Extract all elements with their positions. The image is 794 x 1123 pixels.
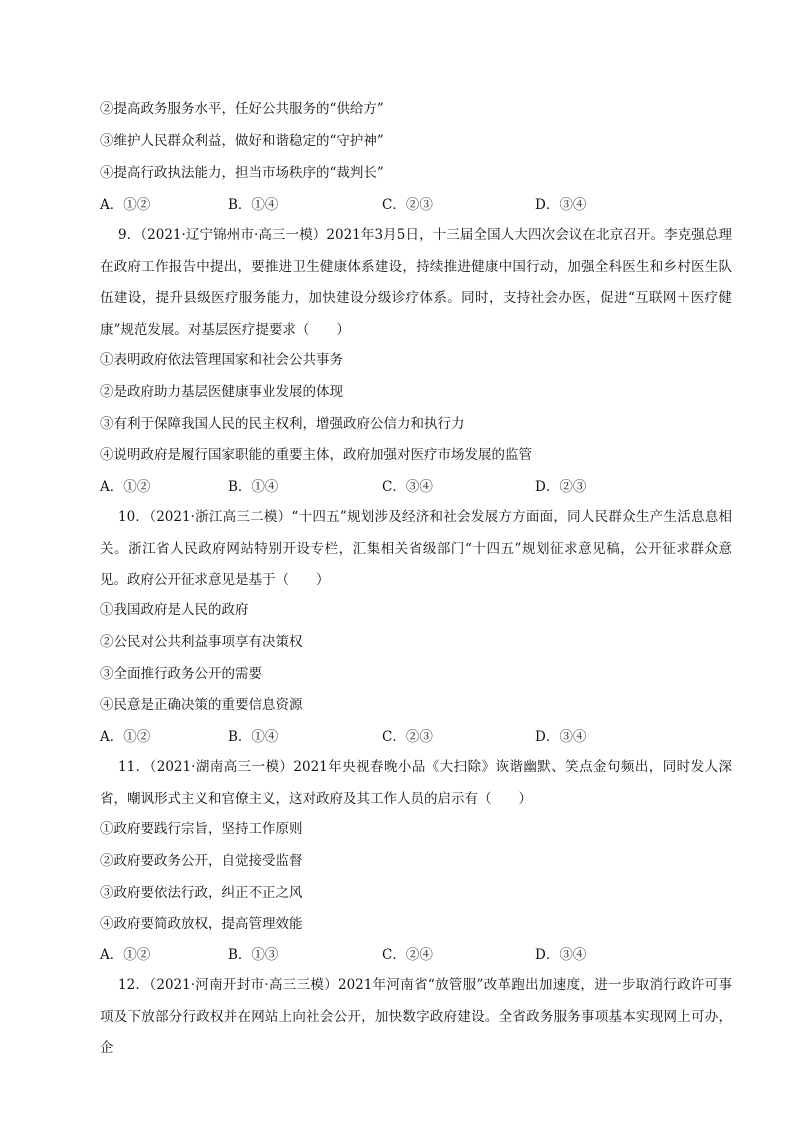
question-12-stem: 12．（2021·河南开封市·高三三模）2021年河南省“放管服”改革跑出加速度，进一步取消行政许可事项及下放部分行政权并在网站上向社会公开，加快数字政府建设。全省政务服务事项基本实现网上可办，企 xyxy=(100,977,732,1056)
answer-d: D．③④ xyxy=(535,947,587,963)
answer-c: C．③④ xyxy=(382,479,433,495)
option-line: ②提高政务服务水平，任好公共服务的“供给方” xyxy=(100,101,384,117)
answer-c: C．②③ xyxy=(382,729,433,745)
answer-a: A．①② xyxy=(100,729,151,745)
option-line: ①政府要践行宗旨，坚持工作原则 xyxy=(100,821,303,837)
option-line: ③全面推行政务公开的需要 xyxy=(100,666,262,682)
answer-b: B．①③ xyxy=(228,947,279,963)
answer-a: A．①② xyxy=(100,479,151,495)
answer-d: D．③④ xyxy=(535,197,587,213)
question-11-stem: 11．（2021·湖南高三一模）2021年央视春晚小品《大扫除》诙谐幽默、笑点金句频出，同时发人深省，嘲讽形式主义和官僚主义，这对政府及其工作人员的启示有（ ） xyxy=(100,759,732,807)
option-line: ①表明政府依法管理国家和社会公共事务 xyxy=(100,352,343,368)
answer-d: D．③④ xyxy=(535,729,587,745)
option-line: ②政府要政务公开，自觉接受监督 xyxy=(100,853,303,869)
option-line: ③政府要依法行政，纠正不正之风 xyxy=(100,885,303,901)
option-line: ②公民对公共利益事项享有决策权 xyxy=(100,634,303,650)
option-line: ②是政府助力基层医健康事业发展的体现 xyxy=(100,384,343,400)
answer-b: B．①④ xyxy=(228,729,279,745)
option-line: ④提高行政执法能力，担当市场秩序的“裁判长” xyxy=(100,165,384,181)
option-line: ④说明政府是履行国家职能的重要主体，政府加强对医疗市场发展的监管 xyxy=(100,447,532,463)
option-line: ①我国政府是人民的政府 xyxy=(100,602,249,618)
answer-row xyxy=(100,196,700,214)
answer-a: A．①② xyxy=(100,947,151,963)
answer-a: A．①② xyxy=(100,197,151,213)
answer-b: B．①④ xyxy=(228,479,279,495)
option-line: ③有利于保障我国人民的民主权利，增强政府公信力和执行力 xyxy=(100,416,465,432)
answer-d: D．②③ xyxy=(535,479,587,495)
answer-c: C．②③ xyxy=(382,197,433,213)
option-line: ③维护人民群众利益，做好和谐稳定的“守护神” xyxy=(100,133,384,149)
option-line: ④民意是正确决策的重要信息资源 xyxy=(100,697,303,713)
answer-row xyxy=(100,946,700,964)
answer-row xyxy=(100,728,700,746)
answer-c: C．②④ xyxy=(382,947,433,963)
question-10-stem: 10．（2021·浙江高三二模）“十四五”规划涉及经济和社会发展方方面面，同人民群众生产生活息息相关。浙江省人民政府网站特别开设专栏，汇集相关省级部门“十四五”规划征求意见稿，公开征求群众意见。政府公开征求意见是基于（ ） xyxy=(100,509,732,588)
question-9-stem: 9．（2021·辽宁锦州市·高三一模）2021年3月5日，十三届全国人大四次会议在北京召开。李克强总理在政府工作报告中提出，要推进卫生健康体系建设，持续推进健康中国行动，加强全科医生和乡村医生队伍建设，提升县级医疗服务能力，加快建设分级诊疗体系。同时，支持社会办医，促进“互联网＋医疗健康”规范发展。对基层医疗提要求（ ） xyxy=(100,227,732,338)
answer-row xyxy=(100,478,700,496)
option-line: ④政府要简政放权，提高管理效能 xyxy=(100,916,303,932)
answer-b: B．①④ xyxy=(228,197,279,213)
